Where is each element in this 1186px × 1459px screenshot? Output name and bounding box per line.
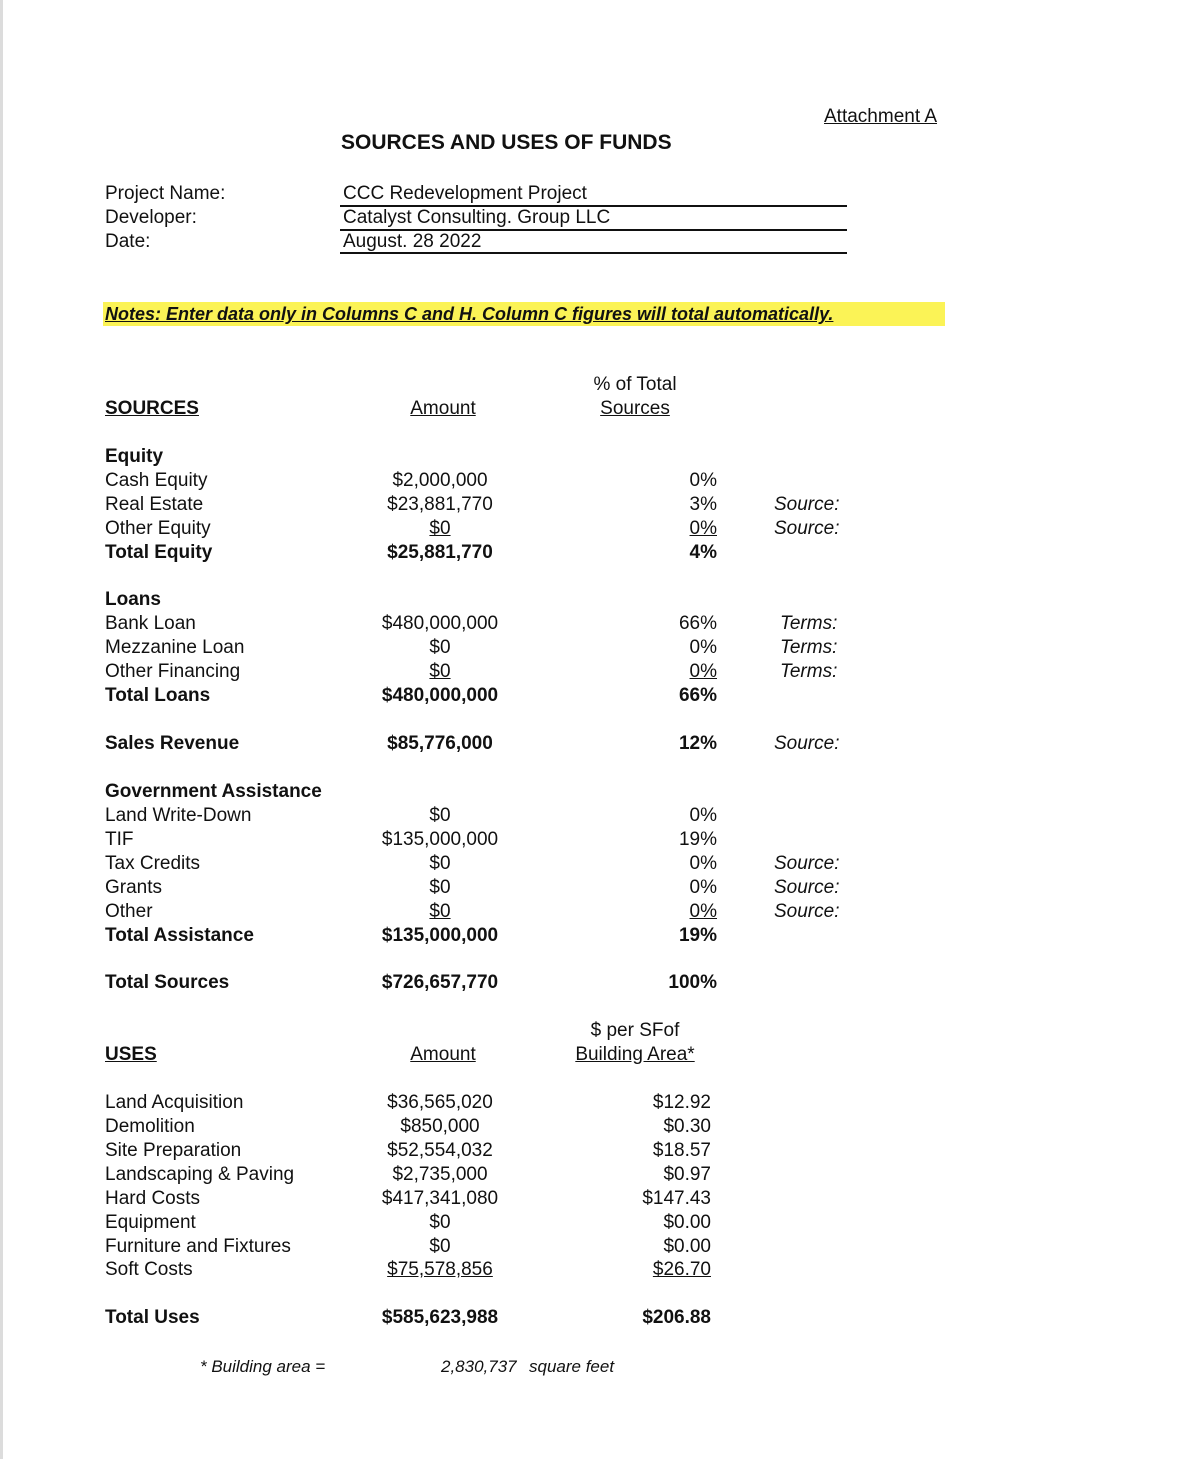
- real-estate-pct: 3%: [689, 494, 717, 515]
- government-title: Government Assistance: [105, 781, 322, 802]
- equity-title: Equity: [105, 446, 164, 467]
- total-equity-label: Total Equity: [105, 542, 213, 563]
- other-financing-note: Terms:: [780, 661, 838, 682]
- other-assistance-amount: $0: [429, 901, 451, 922]
- date-label: Date:: [105, 231, 151, 252]
- cash-equity-amount: $2,000,000: [392, 470, 488, 491]
- land-acquisition-psf: $12.92: [652, 1092, 711, 1113]
- land-acquisition-label: Land Acquisition: [105, 1092, 244, 1113]
- tif-pct: 19%: [678, 829, 717, 850]
- real-estate-label: Real Estate: [105, 494, 204, 515]
- equipment-label: Equipment: [105, 1212, 196, 1233]
- equipment-psf: $0.00: [663, 1212, 711, 1233]
- date-value: August. 28 2022: [343, 231, 482, 252]
- tax-credits-note: Source:: [774, 853, 840, 874]
- landscaping-paving-amount: $2,735,000: [392, 1164, 488, 1185]
- soft-costs-label: Soft Costs: [105, 1259, 193, 1280]
- total-loans-pct: 66%: [678, 685, 717, 706]
- land-write-down-amount: $0: [429, 805, 451, 826]
- sources-heading: SOURCES: [105, 398, 199, 419]
- demolition-psf: $0.30: [663, 1116, 711, 1137]
- landscaping-paving-psf: $0.97: [663, 1164, 711, 1185]
- land-acquisition-amount: $36,565,020: [387, 1092, 493, 1113]
- hard-costs-amount: $417,341,080: [381, 1188, 499, 1209]
- total-uses-label: Total Uses: [105, 1307, 200, 1328]
- total-assistance-pct: 19%: [678, 925, 717, 946]
- other-financing-amount: $0: [429, 661, 451, 682]
- cash-equity-label: Cash Equity: [105, 470, 208, 491]
- sales-revenue-amount: $85,776,000: [387, 733, 493, 754]
- mezzanine-loan-label: Mezzanine Loan: [105, 637, 245, 658]
- tif-label: TIF: [105, 829, 134, 850]
- other-assistance-pct: 0%: [689, 901, 717, 922]
- other-equity-label: Other Equity: [105, 518, 211, 539]
- hard-costs-psf: $147.43: [642, 1188, 711, 1209]
- total-uses-psf: $206.88: [642, 1307, 711, 1328]
- landscaping-paving-label: Landscaping & Paving: [105, 1164, 295, 1185]
- building-area-unit: square feet: [529, 1357, 615, 1376]
- other-financing-pct: 0%: [689, 661, 717, 682]
- grants-amount: $0: [429, 877, 451, 898]
- land-write-down-label: Land Write-Down: [105, 805, 252, 826]
- total-sources-pct: 100%: [668, 972, 717, 993]
- col-psf-header-line2: Building Area*: [575, 1044, 695, 1065]
- bank-loan-label: Bank Loan: [105, 613, 196, 634]
- soft-costs-amount: $75,578,856: [387, 1259, 493, 1280]
- date-underline: [340, 252, 847, 254]
- mezzanine-loan-note: Terms:: [780, 637, 838, 658]
- uses-heading: USES: [105, 1044, 157, 1065]
- sales-revenue-note: Source:: [774, 733, 840, 754]
- uses-col-amount-header: Amount: [410, 1044, 476, 1065]
- site-preparation-label: Site Preparation: [105, 1140, 242, 1161]
- page-edge: [0, 0, 3, 1459]
- cash-equity-pct: 0%: [689, 470, 717, 491]
- site-preparation-amount: $52,554,032: [387, 1140, 493, 1161]
- notes-text: Notes: Enter data only in Columns C and H. Column C figures will total automatically.: [105, 304, 834, 324]
- land-write-down-pct: 0%: [689, 805, 717, 826]
- total-uses-amount: $585,623,988: [381, 1307, 499, 1328]
- page-title: SOURCES AND USES OF FUNDS: [341, 131, 672, 154]
- col-psf-header-line1: $ per SFof: [590, 1020, 680, 1041]
- attachment-label: Attachment A: [824, 106, 938, 127]
- developer-label: Developer:: [105, 207, 197, 228]
- other-assistance-label: Other: [105, 901, 153, 922]
- demolition-amount: $850,000: [400, 1116, 480, 1137]
- other-equity-pct: 0%: [689, 518, 717, 539]
- total-sources-label: Total Sources: [105, 972, 230, 993]
- sales-revenue-label: Sales Revenue: [105, 733, 240, 754]
- col-amount-header: Amount: [410, 398, 476, 419]
- project-name-label: Project Name:: [105, 183, 226, 204]
- grants-label: Grants: [105, 877, 163, 898]
- real-estate-note: Source:: [774, 494, 840, 515]
- col-pct-header-line2: Sources: [600, 398, 670, 419]
- other-financing-label: Other Financing: [105, 661, 241, 682]
- loans-title: Loans: [105, 589, 161, 610]
- total-loans-amount: $480,000,000: [381, 685, 499, 706]
- tax-credits-pct: 0%: [689, 853, 717, 874]
- equipment-amount: $0: [429, 1212, 451, 1233]
- hard-costs-label: Hard Costs: [105, 1188, 201, 1209]
- developer-value: Catalyst Consulting. Group LLC: [343, 207, 611, 228]
- demolition-label: Demolition: [105, 1116, 195, 1137]
- furniture-fixtures-psf: $0.00: [663, 1236, 711, 1257]
- mezzanine-loan-amount: $0: [429, 637, 451, 658]
- grants-pct: 0%: [689, 877, 717, 898]
- bank-loan-note: Terms:: [780, 613, 838, 634]
- building-area-value: 2,830,737: [441, 1357, 517, 1376]
- furniture-fixtures-label: Furniture and Fixtures: [105, 1236, 291, 1257]
- other-assistance-note: Source:: [774, 901, 840, 922]
- bank-loan-amount: $480,000,000: [381, 613, 499, 634]
- tax-credits-label: Tax Credits: [105, 853, 201, 874]
- grants-note: Source:: [774, 877, 840, 898]
- soft-costs-psf: $26.70: [652, 1259, 711, 1280]
- project-name-value: CCC Redevelopment Project: [343, 183, 587, 204]
- total-sources-amount: $726,657,770: [381, 972, 499, 993]
- other-equity-amount: $0: [429, 518, 451, 539]
- site-preparation-psf: $18.57: [652, 1140, 711, 1161]
- bank-loan-pct: 66%: [678, 613, 717, 634]
- tif-amount: $135,000,000: [381, 829, 499, 850]
- total-equity-amount: $25,881,770: [387, 542, 493, 563]
- tax-credits-amount: $0: [429, 853, 451, 874]
- building-area-label: * Building area =: [200, 1357, 326, 1376]
- total-loans-label: Total Loans: [105, 685, 211, 706]
- total-assistance-label: Total Assistance: [105, 925, 254, 946]
- real-estate-amount: $23,881,770: [387, 494, 493, 515]
- sales-revenue-pct: 12%: [678, 733, 717, 754]
- other-equity-note: Source:: [774, 518, 840, 539]
- total-assistance-amount: $135,000,000: [381, 925, 499, 946]
- col-pct-header-line1: % of Total: [593, 374, 677, 395]
- furniture-fixtures-amount: $0: [429, 1236, 451, 1257]
- total-equity-pct: 4%: [689, 542, 717, 563]
- mezzanine-loan-pct: 0%: [689, 637, 717, 658]
